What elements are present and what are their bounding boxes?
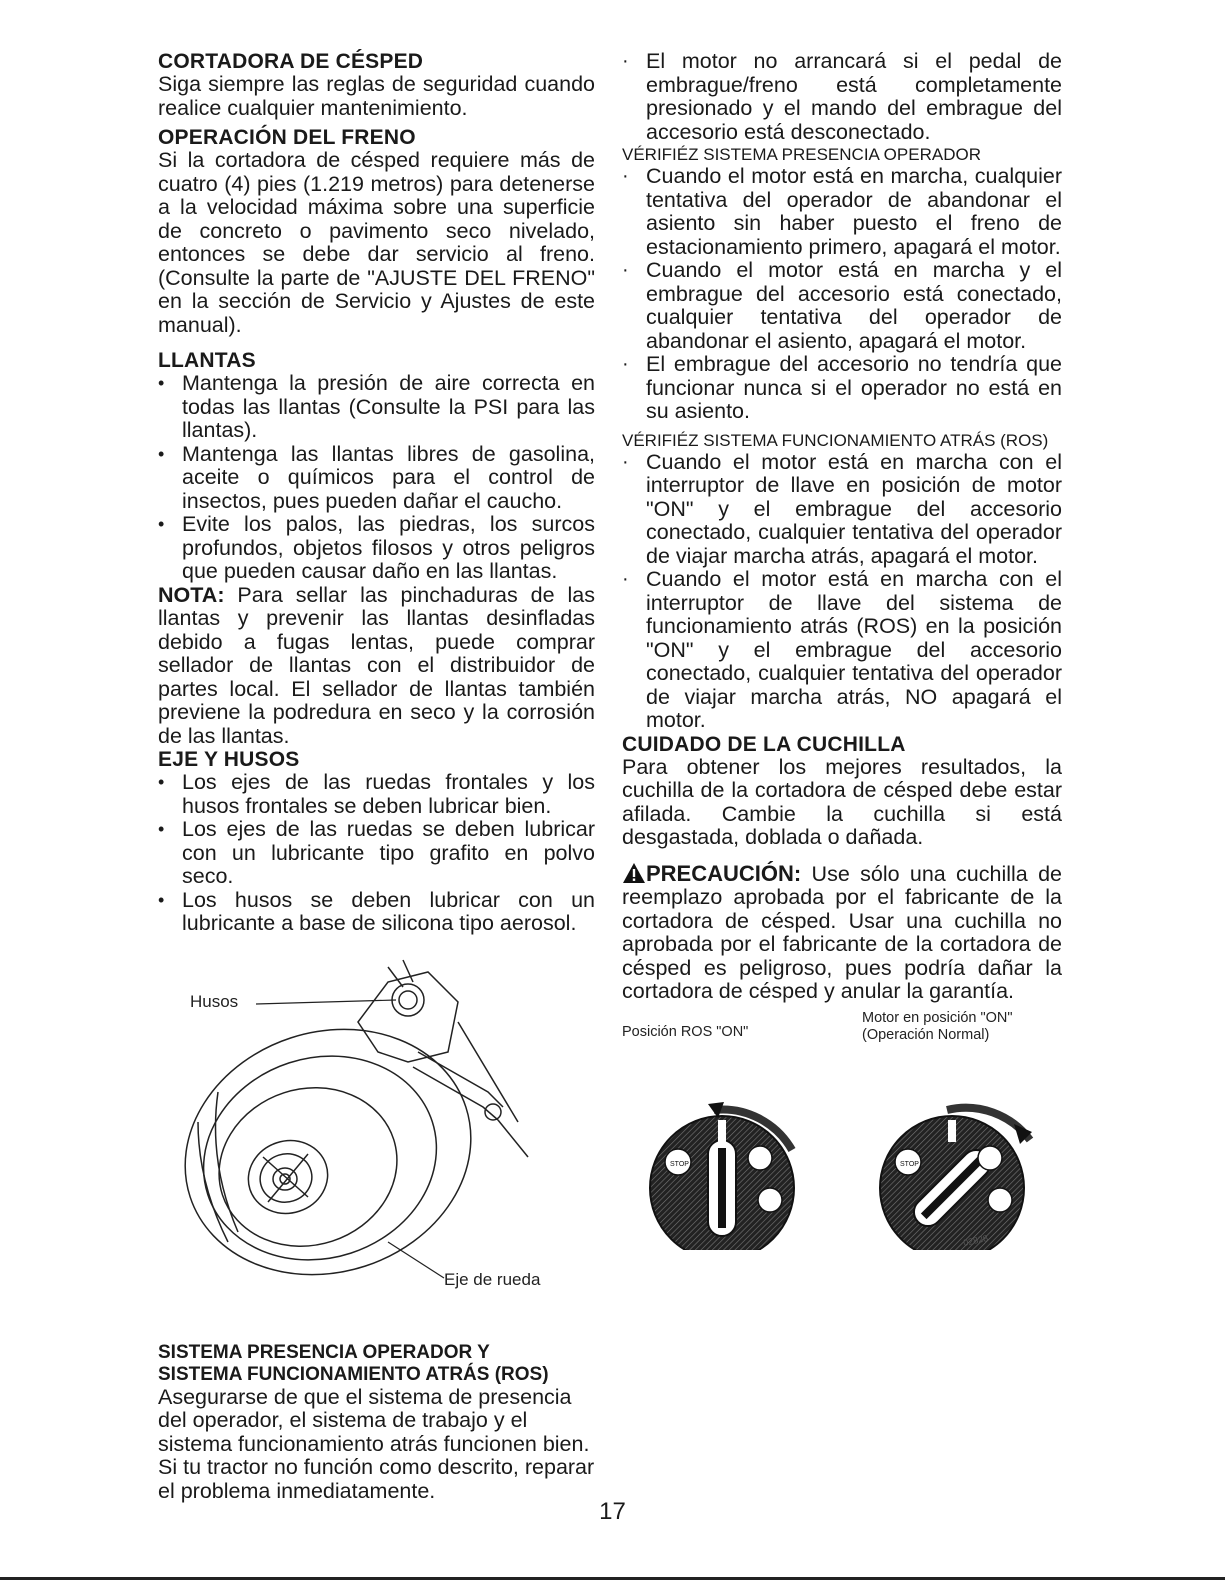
stop-label-right: STOP — [900, 1160, 919, 1168]
stop-label-left: STOP — [670, 1160, 689, 1168]
engine-dial — [880, 1107, 1032, 1249]
list-item: • Mantenga la presión de aire correcta en todas las llantas (Consulte la PSI para las llantas). — [158, 372, 595, 443]
ignition-dials-figure — [622, 1009, 1062, 1248]
spindles-label: Husos — [190, 991, 239, 1011]
axle-label: Eje de rueda — [444, 1269, 541, 1289]
operator-list — [622, 165, 1062, 424]
mower-text: Siga siempre las reglas de seguridad cuando realice cualquier mantenimiento. — [158, 72, 595, 120]
list-item: • Mantenga las llantas libres de gasolina, aceite o químicos para el control de insectos, pues pueden dañar el caucho. — [158, 443, 595, 514]
bottom-rule — [0, 1577, 1225, 1580]
tires-heading: LLANTAS — [158, 349, 256, 372]
caution-paragraph — [622, 862, 1062, 1004]
axle-heading: EJE Y HUSOS — [158, 748, 300, 771]
blade-text: Para obtener los mejores resultados, la cuchilla de la cortadora de césped debe estar afilada. Cambie la cuchilla si está desgastada, doblada o dañada. — [622, 754, 1062, 849]
ops-heading-2: SISTEMA FUNCIONAMIENTO ATRÁS (ROS) — [158, 1363, 549, 1385]
caution-text: Use sólo una cuchilla de reemplazo aprobada por el fabricante de la cortadora de césped. Usar una cuchilla no aprobada por el fabricante de la cortadora de césped es peligroso, pues podría dañar la cortadora de césped y anular la garantía. — [622, 861, 1062, 1003]
warning-icon — [622, 862, 646, 884]
list-item: · Cuando el motor está en marcha y el embrague del accesorio está conectado, cualquier tentativa del operador de abandonar el asiento, apagará el motor. — [622, 259, 1062, 353]
ros-dial — [650, 1102, 794, 1250]
engine-list — [622, 50, 1062, 144]
list-item: · Cuando el motor está en marcha con el interruptor de llave del sistema de funcionamiento atrás (ROS) en la posición "ON" y el embrague del accesorio conectado, cualquier tentativa del operador de viajar marcha atrás, NO apagará el motor. — [622, 568, 1062, 733]
ros-list — [622, 451, 1062, 733]
caution-label: PRECAUCIÓN: — [646, 860, 802, 886]
ignition-dials — [622, 1040, 1062, 1250]
list-item: • Los husos se deben lubricar con un lubricante a base de silicona tipo aerosol. — [158, 889, 595, 936]
list-item: · Cuando el motor está en marcha con el interruptor de llave en posición de motor "ON" y el embrague del accesorio conectado, cualquier tentativa del operador de viajar marcha atrás, apagará el motor. — [622, 451, 1062, 569]
list-item: · El motor no arrancará si el pedal de embrague/freno está completamente presionado y el mando del embrague del accesorio está desconectado. — [622, 50, 1062, 144]
nota-text: Para sellar las pinchaduras de las llantas y prevenir las llantas desinfladas debido a fugas lentas, puede comprar sellador de llantas con el distribuidor de partes local. El sellador de llantas también previene la podredura en seco y la corrosión de las llantas. — [158, 582, 595, 748]
brake-heading: OPERACIÓN DEL FRENO — [158, 126, 416, 149]
nota-paragraph — [158, 584, 595, 749]
tires-list — [158, 372, 595, 584]
ops-text: Asegurarse de que el sistema de presencia del operador, el sistema de trabajo y el sistema funcionamiento atrás funcionen bien. Si tu tractor no función como descrito, reparar el problema inmediatamente. — [158, 1384, 595, 1503]
list-item: · El embrague del accesorio no tendría que funcionar nunca si el operador no está en su asiento. — [622, 353, 1062, 424]
verify-ros-heading: VÉRIFIÉZ SISTEMA FUNCIONAMIENTO ATRÁS (ROS) — [622, 430, 1049, 450]
ops-heading-1: SISTEMA PRESENCIA OPERADOR Y — [158, 1341, 490, 1363]
list-item: · Cuando el motor está en marcha, cualquier tentativa del operador de abandonar el asiento sin haber puesto el freno de estacionamiento primero, apagará el motor. — [622, 165, 1062, 259]
dial-caption-normal: (Operación Normal) — [862, 1026, 990, 1043]
list-item: • Los ejes de las ruedas se deben lubricar con un lubricante tipo grafito en polvo seco. — [158, 818, 595, 889]
dial-caption-engine: Motor en posición "ON" — [862, 1009, 1013, 1026]
brake-text: Si la cortadora de césped requiere más de cuatro (4) pies (1.219 metros) para detenerse a la velocidad máxima sobre una superficie de concreto o pavimento seco nivelado, entonces se debe dar servicio al freno. (Consulte la parte de "AJUSTE DEL FRENO" en la sección de Servicio y Ajustes de este manual). — [158, 148, 595, 337]
right-column — [622, 49, 1062, 1248]
mower-heading: CORTADORA DE CÉSPED — [158, 50, 424, 73]
list-item: • Los ejes de las ruedas frontales y los husos frontales se deben lubricar bien. — [158, 771, 595, 818]
blade-heading: CUIDADO DE LA CUCHILLA — [622, 732, 906, 756]
verify-operator-heading: VÉRIFIÉZ SISTEMA PRESENCIA OPERADOR — [622, 145, 981, 164]
nota-label: NOTA: — [158, 582, 225, 607]
wheel-figure — [158, 942, 595, 1302]
dial-caption-ros: Posición ROS "ON" — [622, 1023, 749, 1040]
page-number: 17 — [599, 1498, 626, 1525]
axle-list — [158, 771, 595, 936]
list-item: • Evite los palos, las piedras, los surcos profundos, objetos filosos y otros peligros que pueden causar daño en las llantas. — [158, 513, 595, 584]
left-column — [158, 50, 595, 1503]
figure-code: 02828 — [962, 1232, 989, 1248]
